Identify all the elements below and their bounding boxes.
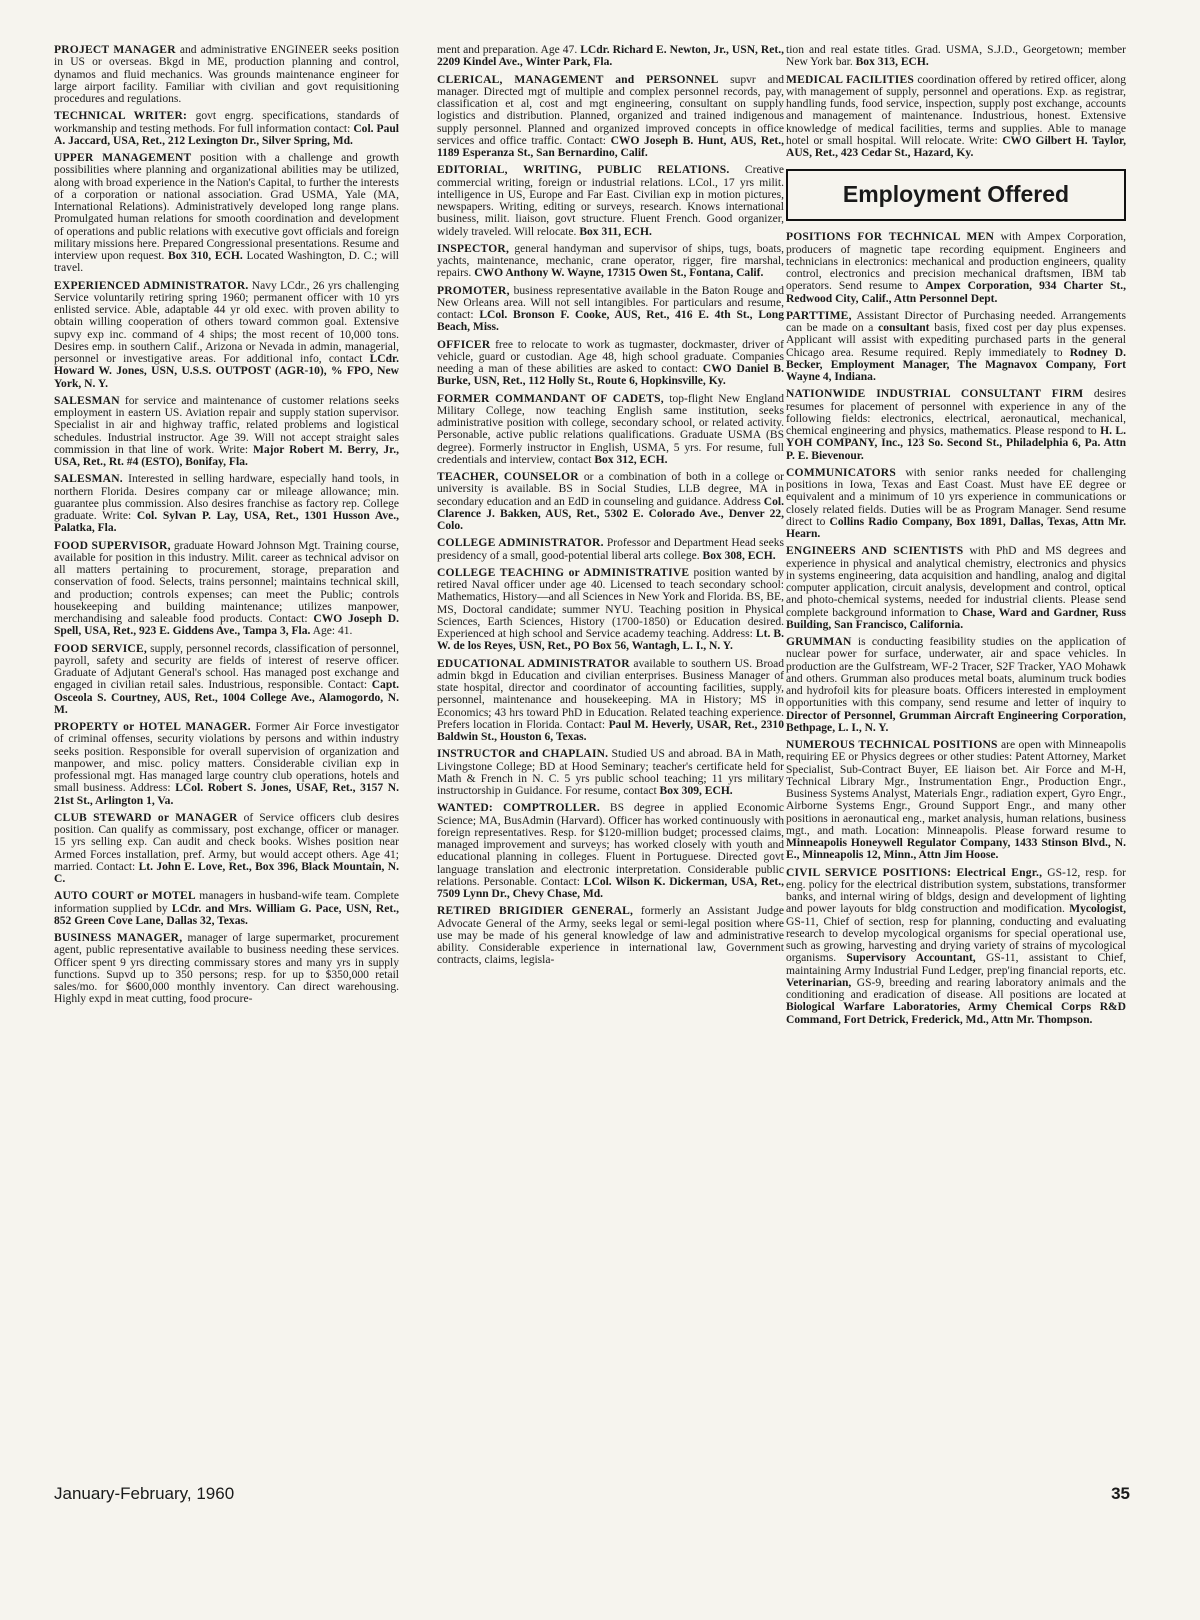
ad-contact: LCdr. Howard W. Jones, USN, U.S.S. OUTPOST (AGR-10), % FPO, New York, N. Y. — [54, 353, 399, 390]
classified-ad — [786, 74, 1126, 160]
ad-text: GS-11, assistant to Chief, maintaining Army Industrial Fund Ledger, prep'ing financial reports, etc. — [786, 952, 1126, 977]
classified-ad — [54, 280, 399, 390]
ad-headline: COMMUNICATORS — [786, 466, 896, 479]
classified-ad — [54, 721, 399, 807]
ad-headline: FORMER COMMANDANT OF CADETS, — [437, 392, 664, 405]
ad-headline: PROMOTER, — [437, 284, 510, 297]
ad-contact: LCol. Robert S. Jones, USAF, Ret., 3157 N. 21st St., Arlington 1, Va. — [54, 782, 399, 807]
ad-contact: Box 312, ECH. — [594, 453, 668, 466]
issue-date: January-February, 1960 — [54, 1484, 235, 1503]
classified-ad — [437, 339, 784, 388]
ad-contact: Box 308, ECH. — [702, 549, 776, 562]
ad-text: are open with Minneapolis requiring EE or Physics degrees or other studies: Patent Attorney, Market Specialist, Sub-Contract Buyer, EE liaison bet. Air Force and M-H, Technical Library Mgr., Instrumentation Engr., Production Engr., Business Systems Analyst, Materials Engr., radiation expert, Gyro Engr., Airborne Systems Engr., Ground Support Engr., and many other positions in aeronautical eng., market analysis, human relations, business mgt., and math. Location: Minneapolis. Please forward resume to — [786, 739, 1126, 837]
ad-headline: FOOD SUPERVISOR, — [54, 539, 171, 552]
classified-ad — [786, 545, 1126, 631]
ad-headline: TEACHER, COUNSELOR — [437, 471, 579, 483]
ad-text: Assistant Director of Purchasing needed. Arrangements can be made on a — [786, 309, 1126, 334]
classified-ad — [786, 231, 1126, 305]
ad-text: Interested in selling hardware, especially hand tools, in northern Florida. Desires company car or mileage allowance; min. guarantee plus commission. Also desires franchise as factory rep. College graduate. Write: — [54, 473, 399, 522]
ad-contact: Major Robert M. Berry, Jr., USA, Ret., Rt. #4 (ESTO), Bonifay, Fla. — [54, 443, 399, 468]
ad-headline: NUMEROUS TECHNICAL POSITIONS — [786, 739, 998, 751]
ad-contact: Col. Clarence J. Bakken, AUS, Ret., 5302 E. Colorado Ave., Denver 22, Colo. — [437, 495, 784, 532]
ad-contact: Box 310, ECH. — [168, 250, 243, 262]
ad-contact: Ampex Corporation, 934 Charter St., Redwood City, Calif., Attn Personnel Dept. — [786, 280, 1126, 305]
ad-headline: GRUMMAN — [786, 636, 852, 648]
ad-text: business representative available in the Baton Rouge and New Orleans area. Will not sell intangibles. For particulars and resume, contact: — [437, 284, 784, 321]
classified-ad — [786, 310, 1126, 384]
ad-text: of Service officers club desires position. Can qualify as commissary, post exchange, officer or manager. 15 yrs selling exp. Can audit and check books. Wishes position near Armed Forces installation, pref. Army, but would accept others. Age 41; married. Contact: — [54, 811, 399, 873]
ad-contact: Chase, Ward and Gardner, Russ Building, San Francisco, California. — [786, 606, 1126, 631]
ad-contact: CWO Anthony W. Wayne, 17315 Owen St., Fontana, Calif. — [474, 267, 764, 280]
ad-text: GS-12, resp. for eng. policy for the electrical distribution system, substations, transformer banks, and internal wiring of bldgs, design and development of lighting and power layouts for bldg construction and modification. — [786, 866, 1126, 916]
ad-text: available to southern US. Broad admin bkgd in Education and civilian enterprises. Business Manager of state hospital, director and coordinator of accounting facilities, supply, personnel, maintenance and housekeeping. MA in History; MS in Economics; 43 hrs toward PhD in Education. Related teaching experience. Prefers location in Florida. Contact: — [437, 657, 784, 731]
ad-headline: PROPERTY or HOTEL MANAGER. — [54, 721, 251, 733]
ad-contact: LCol. Wilson K. Dickerman, USA, Ret., 7509 Lynn Dr., Chevy Chase, Md. — [437, 875, 784, 900]
classified-ad — [786, 739, 1126, 862]
ad-text: top-flight New England Military College, now teaching English same institution, seeks administrative position with college, secondary school, or related activity. Personable, active public relations qualifications. Graduate USMA (BS degree). Formerly instructor in English, USMA, 5 yrs. For resume, full credentials and interview, contact — [437, 392, 784, 466]
ad-text: BS degree in applied Economic Science; MA, BusAdmin (Harvard). Officer has worked continuously with foreign representatives. Resp. for $120-million budget; processed claims, managed improvement and surveys; has worked closely with youth and educational planning in colleges. Fluent in Portuguese. Directed govt language translation and electronic interpretation. Considerable public relations. Personable. Contact: — [437, 802, 784, 888]
ad-contact: H. L. YOH COMPANY, Inc., 123 So. Second St., Philadelphia 6, Pa. Attn P. E. Bievenour. — [786, 425, 1126, 462]
ad-text: Navy LCdr., 26 yrs challenging Service voluntarily retiring spring 1960; permanent officer with 10 yrs enlisted service. Able, adaptable 44 yr old exec. with proven ability to obtain willing cooperation of others toward common goal. Extensive supvy exp inc. command of 4 ships; the most recent of 10,000 tons. Desires emp. in southern Calif., Arizona or Nevada in admin, managerial, personnel or investigative areas. For additional info, contact — [54, 279, 399, 365]
ad-headline: NATIONWIDE INDUSTRIAL CONSULTANT FIRM — [786, 388, 1084, 401]
ad-headline: BUSINESS MANAGER, — [54, 932, 183, 944]
ad-headline: FOOD SERVICE, — [54, 642, 147, 655]
classified-ad — [437, 658, 784, 744]
column-3 — [786, 44, 1126, 1514]
classified-ad — [54, 812, 399, 886]
ad-text: with senior ranks needed for challenging positions in Iowa, Texas and East Coast. Must have EE degree or equivalent and a minimum of 10 yrs experience in communications or closely related fields. Duties will be as Program Manager. Send resume direct to — [786, 466, 1126, 528]
ad-headline: WANTED: COMPTROLLER. — [437, 802, 601, 815]
ad-contact: Biological Warfare Laboratories, Army Chemical Corps R&D Command, Fort Detrick, Frederick, Md., Attn Mr. Thompson. — [786, 1001, 1126, 1026]
column-1 — [54, 44, 399, 1528]
ad-contact: Capt. Osceola S. Courtney, AUS, Ret., 1004 College Ave., Alamogordo, N. M. — [54, 679, 399, 716]
ad-headline: COLLEGE ADMINISTRATOR. — [437, 537, 604, 550]
ad-text: formerly an Assistant Judge Advocate General of the Army, seeks legal or semi-legal position where use may be made of his general knowledge of law and administrative ability. Considerable experience in international law, Government contracts, claims, legisla- — [437, 905, 784, 967]
ad-headline: EXPERIENCED ADMINISTRATOR. — [54, 279, 249, 292]
classified-ad — [54, 473, 399, 534]
ad-headline: AUTO COURT or MOTEL — [54, 890, 196, 903]
ad-headline: RETIRED BRIGIDIER GENERAL, — [437, 905, 634, 918]
ad-contact: LCdr. and Mrs. William G. Pace, USN, Ret., 852 Green Cove Lane, Dallas 32, Texas. — [54, 902, 399, 927]
ad-text: desires resumes for placement of personnel with experience in any of the following fields: electronics, electrical, aeronautical, mechanical, chemical engineering and physics, mathematics. Please respond to — [786, 388, 1126, 437]
ad-text: for service and maintenance of customer relations seeks employment in eastern US. Aviation repair and supply station supervisor. Specialist in air and highway traffic, related problems and logistical schedules. Industrial instructor. Age 39. Will not accept straight sales commission in that line of work. Write: — [54, 394, 399, 456]
ad-text: Former Air Force investigator of criminal offenses, security violations by persons and within industry seeks position. Responsible for overall supervision of organization and manpower, and misc. policy matters. Considerable civilian exp in professional mgt. Has managed large country club operations, hotels and small business. Address: — [54, 721, 399, 795]
classified-ad — [437, 393, 784, 467]
ad-text: is conducting feasibility studies on the application of nuclear power for surface, underwater, air and space vehicles. In production are the Gulfstream, WF-2 Tracer, S2F Tracker, YAO Mohawk and others. Grumman also produces metal boats, aluminum truck bodies and hydrofoil kits for pleasure boats. Officers interested in employment opportunities with this company, send resume and letter of inquiry to — [786, 636, 1126, 710]
ad-text: Located Washington, D. C.; will travel. — [54, 250, 399, 275]
ad-text: GS-9, breeding and rearing laboratory animals and the conditioning and eradication of disease. All positions are located at — [786, 976, 1126, 1001]
classified-ad — [437, 567, 784, 653]
ad-text: managers in husband-wife team. Complete information supplied by — [54, 890, 399, 915]
classified-ad — [54, 932, 399, 1006]
ad-text: and administrative ENGINEER seeks position in US or overseas. Bkgd in ME, production planning and control, dynamos and fluid mechanics. Was grounds maintenance engineer for large airport facility. Familiar with civilian and govt requisitioning procedures and regulations. — [54, 44, 399, 105]
ad-text: Professor and Department Head seeks presidency of a small, good-potential liberal arts college. — [437, 537, 784, 562]
ad-text: position wanted by retired Naval officer under age 40. Licensed to teach secondary school: Mathematics, History—and all Sciences in New York and Florida. BS, BE, MS, Doctoral candidate; summer NYU. Teaching position in Physical Sciences, Earth Sciences, History (1700-1850) or Education desired. Experienced at high school and Service academy teaching. Address: — [437, 566, 784, 640]
classified-ad — [54, 395, 399, 469]
ad-contact: consultant — [878, 322, 930, 334]
classified-ad — [54, 540, 399, 638]
classified-ad — [437, 537, 784, 562]
ad-headline: SALESMAN — [54, 394, 120, 407]
ad-contact: Col. Paul A. Jaccard, USA, Ret., 212 Lexington Dr., Silver Spring, Md. — [54, 122, 399, 147]
ad-headline: PROJECT MANAGER — [54, 44, 176, 56]
ad-text: tion and real estate titles. Grad. USMA, S.J.D., Georgetown; member New York bar. — [786, 44, 1126, 69]
ad-headline: TECHNICAL WRITER: — [54, 110, 188, 123]
ad-headline: PARTTIME, — [786, 309, 852, 322]
ad-text: Age: 41. — [310, 625, 353, 638]
ad-text: general handyman and supervisor of ships, tugs, boats, yachts, maintenance, mechanic, crane operator, rigger, fire marshal, repairs. — [437, 242, 784, 280]
ad-headline: CLUB STEWARD or MANAGER — [54, 811, 238, 824]
ad-headline: CIVIL SERVICE POSITIONS: Electrical Engr., — [786, 866, 1043, 879]
ad-headline: EDITORIAL, WRITING, PUBLIC RELATIONS. — [437, 164, 730, 177]
column-2 — [437, 44, 784, 1488]
ad-text: Creative commercial writing, foreign or industrial relations. LCol., 17 yrs milit. intelligence in US, Europe and Far East. Civilian exp in motion pictures, newspapers. Writing, editing or surveys, research. Knows international business, milit. liaison, govt structure. Fluent French. Good organizer, widely traveled. Will relocate. — [437, 164, 784, 238]
ad-headline: CLERICAL, MANAGEMENT and PERSONNEL — [437, 73, 719, 86]
ad-text: basis, fixed cost per day plus expenses. Applicant will assist with expediting purchased parts in the general Chicago area. Resume required. Reply immediately to — [786, 322, 1126, 359]
ad-headline: OFFICER — [437, 338, 491, 351]
ad-text: govt engrg. specifications, standards of workmanship and testing methods. For full information contact: — [54, 110, 399, 135]
ad-text: or a combination of both in a college or university is available. BS in Social Studies, LLB degree, MA in secondary education and an EdD in counseling and guidance. Address — [437, 471, 784, 508]
ad-contact: Rodney D. Becker, Employment Manager, The Magnavox Company, Fort Wayne 4, Indiana. — [786, 346, 1126, 383]
ad-contact: Minneapolis Honeywell Regulator Company, 1433 Stinson Blvd., N. E., Minneapolis 12, Minn., Attn Jim Hoose. — [786, 837, 1126, 862]
ad-text: with Ampex Corporation, producers of magnetic tape recording equipment. Engineers and technicians in electronics: mechanical and production engineers, quality control, electronics and precision mechanical draftsmen, IBM tab operators. Send resume to — [786, 231, 1126, 293]
ad-contact: Col. Sylvan P. Lay, USA, Ret., 1301 Husson Ave., Palatka, Fla. — [54, 510, 399, 535]
ad-text: GS-11, Chief of section, resp for planning, conducting and evaluating research to develop mycological organisms for special operational use, such as growing, harvesting and drying variety of strains of mycological organisms. — [786, 915, 1126, 965]
ad-headline: POSITIONS FOR TECHNICAL MEN — [786, 231, 995, 244]
ad-contact: Box 311, ECH. — [579, 225, 652, 238]
classified-ad — [54, 110, 399, 147]
ad-contact: Box 309, ECH. — [659, 785, 733, 797]
ad-headline: MEDICAL FACILITIES — [786, 73, 915, 86]
page-number: 35 — [1111, 1484, 1130, 1503]
ad-contact: CWO Joseph D. Spell, USA, Ret., 923 E. Giddens Ave., Tampa 3, Fla. — [54, 613, 399, 638]
ad-text: supply, personnel records, classification of personnel, payroll, safety and security are fields of interest of reserve officer. Graduate of Adjutant General's school. Has managed post exchange and engaged in civilian retail sales. Industrious, responsible. Contact: — [54, 642, 399, 692]
ad-contact: Supervisory Accountant, — [846, 952, 976, 965]
ad-text: ment and preparation. Age 47. — [437, 44, 581, 56]
classified-ad — [437, 74, 784, 160]
ad-contact: LCol. Bronson F. Cooke, AUS, Ret., 416 E. 4th St., Long Beach, Miss. — [437, 309, 784, 334]
ad-headline: INSTRUCTOR and CHAPLAIN. — [437, 748, 609, 761]
ad-contact: CWO Gilbert H. Taylor, AUS, Ret., 423 Cedar St., Hazard, Ky. — [786, 134, 1126, 159]
classified-ad — [54, 44, 399, 105]
classified-ad — [437, 44, 784, 69]
classified-ad — [786, 467, 1126, 541]
ad-text: with PhD and MS degrees and experience in physical and analytical chemistry, electronics and physics in systems engineering, data acquisition and handling, analog and digital computer application, circuit analysis, development and control, optical and photo-chemical systems, needed for industrial clients. Please send complete background information to — [786, 545, 1126, 619]
classified-ad — [437, 285, 784, 334]
classified-ad — [437, 802, 784, 900]
classified-ad — [437, 748, 784, 797]
ad-headline: INSPECTOR, — [437, 242, 510, 255]
classified-ad — [54, 643, 399, 717]
ad-contact: LCdr. Richard E. Newton, Jr., USN, Ret., 2209 Kindel Ave., Winter Park, Fla. — [437, 44, 784, 69]
classified-ad — [786, 44, 1126, 69]
classified-ad — [437, 905, 784, 966]
classified-ad — [437, 471, 784, 532]
classified-ad — [786, 388, 1126, 462]
ad-headline: COLLEGE TEACHING or ADMINISTRATIVE — [437, 566, 690, 579]
ad-headline: UPPER MANAGEMENT — [54, 152, 192, 164]
ad-text: manager of large supermarket, procurement agent, public representative available to business needing these services. Officer spent 9 yrs directing commissary stores and many yrs in supply functions. Supvd up to 350 persons; resp. for up to $350,000 retail sales/mo. for $600,000 monthly inventory. Can direct warehousing. Highly expd in meat cutting, food procure- — [54, 932, 399, 1006]
ad-contact: Collins Radio Company, Box 1891, Dallas, Texas, Attn Mr. Hearn. — [786, 515, 1126, 540]
ad-contact: Mycologist, — [1069, 903, 1126, 916]
section-heading-box: Employment Offered — [786, 169, 1126, 221]
ad-contact: Box 313, ECH. — [855, 56, 929, 69]
ad-contact: CWO Daniel B. Burke, USN, Ret., 112 Holly St., Route 6, Hopkinsville, Ky. — [437, 363, 784, 388]
ad-text: coordination offered by retired officer, along with management of supply, personnel and operations. Exp. as registrar, handling funds, food service, inspection, supply post exchange, accounts and management of maintenance. Industrious, honest. Extensive knowledge of medical facilities, terms and supplies. Able to manage hotel or small hospital. Will relocate. Write: — [786, 73, 1126, 147]
classified-ad — [54, 890, 399, 927]
ad-contact: Director of Personnel, Grumman Aircraft Engineering Corporation, Bethpage, L. I., N. Y. — [786, 709, 1126, 734]
ad-contact: Veterinarian, — [786, 976, 852, 989]
ad-contact: Lt. B. W. de los Reyes, USN, Ret., PO Box 56, Wantagh, L. I., N. Y. — [437, 628, 784, 653]
classified-ad — [786, 636, 1126, 734]
ad-text: supvr and manager. Directed mgt of multiple and complex personnel records, pay, classification et al, cost and mgt engineering, consultant on supply logistics and distribution. Planned, organized and trained indigenous supply personnel. Planned and organized improved concepts in office services and office traffic. Contact: — [437, 73, 784, 147]
ad-text: position with a challenge and growth possibilities where planning and organizational abilities may be utilized, along with broad experience in the Nation's Capital, to further the interests of a corporation or national association. Grad USMA, Yale (MA, International Relations). Administratively developed long range plans. Promulgated human relations for smooth coordination and development of operations and public relations with executive govt officials and foreign military missions here. Prepared Congressional presentations. Resume and interview upon request. — [54, 152, 399, 262]
classified-ad — [437, 243, 784, 280]
classified-ad — [54, 152, 399, 275]
ad-contact: Lt. John E. Love, Ret., Box 396, Black Mountain, N. C. — [54, 860, 399, 885]
ad-headline: ENGINEERS AND SCIENTISTS — [786, 545, 964, 558]
classified-ad — [437, 164, 784, 238]
ad-text: free to relocate to work as tugmaster, dockmaster, driver of vehicle, guard or custodian. Age 48, high school graduate. Companies needing a man of these abilities are asked to contact: — [437, 338, 784, 375]
ad-headline: EDUCATIONAL ADMINISTRATOR — [437, 657, 630, 670]
ad-text: Studied US and abroad. BA in Math, Livingstone College; BD at Hood Seminary; teacher's certificate held for Math & French in N. C. 5 yrs public school teaching; 11 yrs military instructorship in Guidance. For resume, contact — [437, 748, 784, 797]
classified-ad — [786, 867, 1126, 1026]
ad-contact: Paul M. Heverly, USAR, Ret., 2310 Baldwin St., Houston 6, Texas. — [437, 718, 784, 743]
ad-text: graduate Howard Johnson Mgt. Training course, available for position in this industry. Milit. career as technical advisor on all matters pertaining to procurement, storage, preparation and conservation of food. Selects, trains personnel; maintains technical skill, and production; controls expenses; can meet the Public; controls housekeeping and building maintenance; utilizes manpower, merchandising and saleable food products. Contact: — [54, 539, 399, 625]
ad-contact: CWO Joseph B. Hunt, AUS, Ret., 1189 Esperanza St., San Bernardino, Calif. — [437, 134, 784, 159]
ad-headline: SALESMAN. — [54, 473, 123, 486]
